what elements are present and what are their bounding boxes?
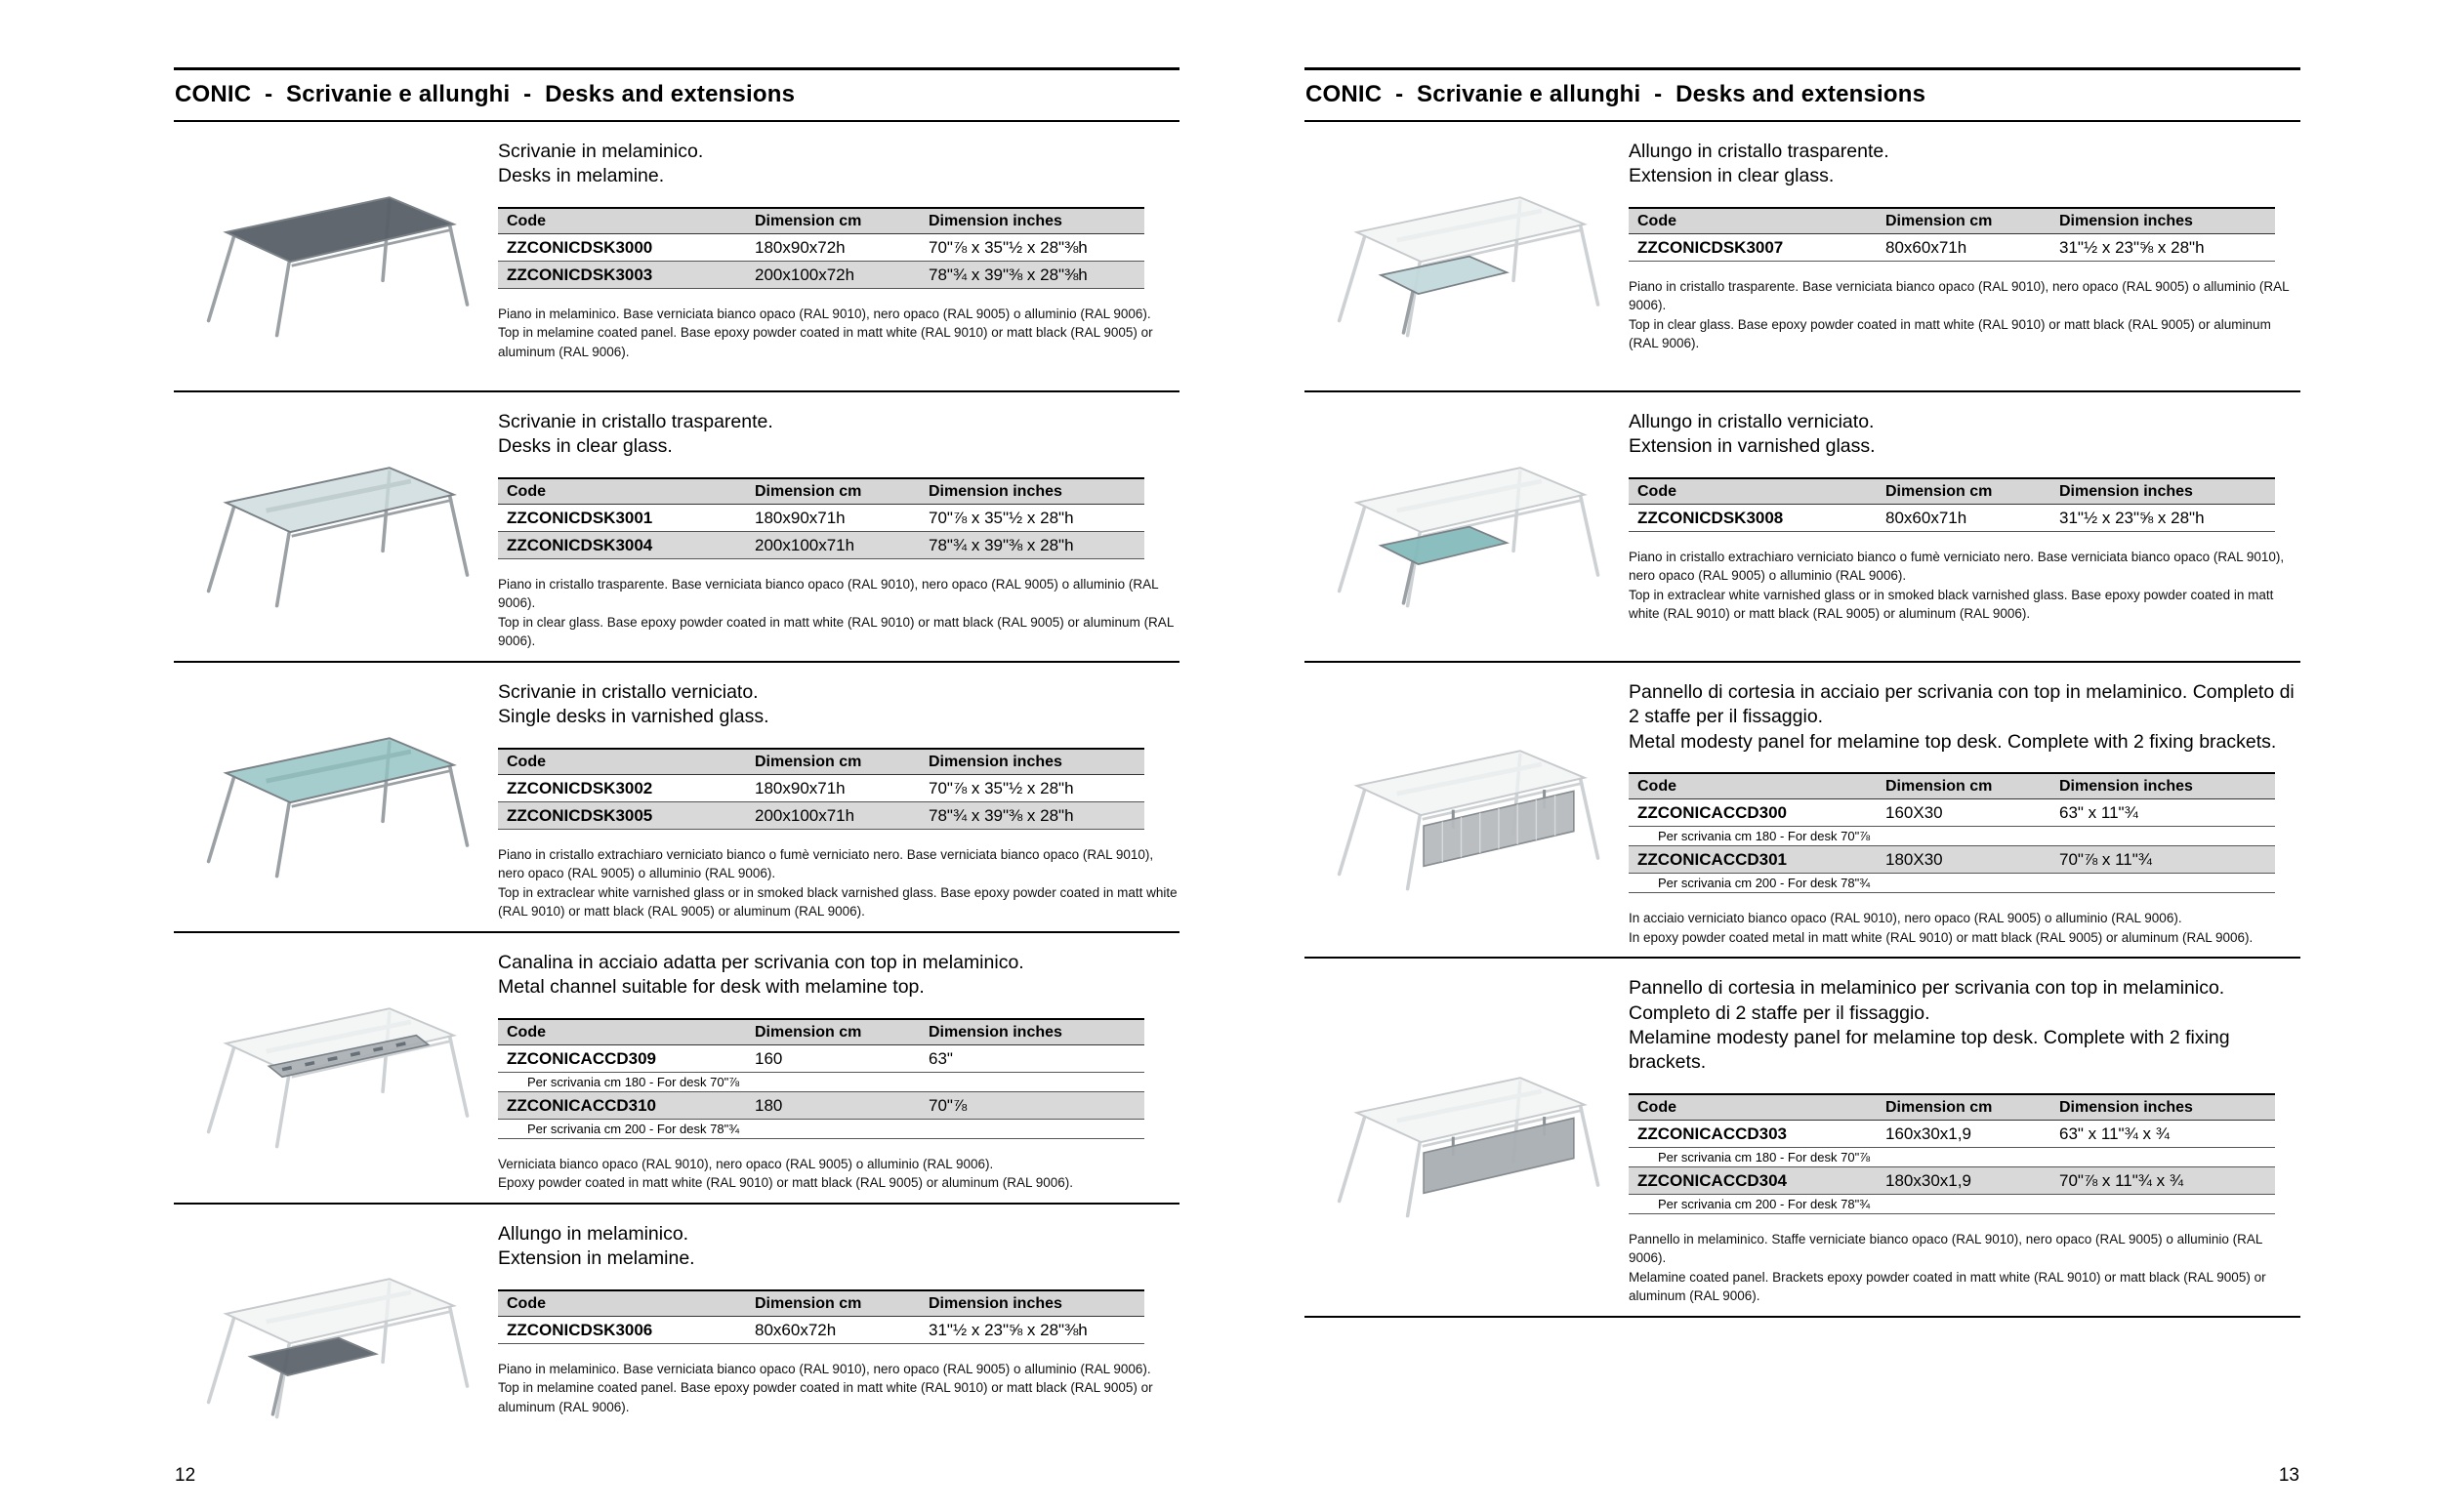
dimension-inches: 70"⅞ x 11"¾ x ¾ — [2050, 1166, 2275, 1194]
page-header-title: CONIC - Scrivanie e allunghi - Desks and extensions — [175, 81, 796, 107]
section-description — [1629, 548, 2300, 624]
table-note-row — [498, 1119, 1144, 1138]
table-header-cell: Code — [498, 1290, 746, 1317]
dimension-inches: 70"⅞ x 35"½ x 28"h — [920, 774, 1144, 801]
desk-size-note: Per scrivania cm 200 - For desk 78"¾ — [498, 1119, 1144, 1138]
table-header-cell: Dimension cm — [746, 1019, 920, 1045]
dimension-cm: 200x100x71h — [746, 801, 920, 829]
section-title-line: Allungo in melaminico. — [498, 1222, 689, 1245]
dimension-cm: 80x60x71h — [1877, 233, 2050, 261]
description-line: Piano in cristallo trasparente. Base verniciata bianco opaco (RAL 9010), nero opaco (RAL 9005) o alluminio (RAL 9006). — [1629, 278, 2290, 313]
table-note-row — [498, 1072, 1144, 1091]
section-content — [1629, 970, 2300, 1306]
description-line: In acciaio verniciato bianco opaco (RAL 9010), nero opaco (RAL 9005) o alluminio (RAL 9006). — [1629, 911, 2182, 926]
product-section — [1304, 663, 2300, 959]
description-line: Top in melamine coated panel. Base epoxy powder coated in matt white (RAL 9010) or matt black (RAL 9005) or aluminum (RAL 9006). — [498, 325, 1153, 359]
table-header-row — [1629, 208, 2275, 234]
product-code: ZZCONICDSK3002 — [498, 774, 746, 801]
section-title — [1629, 976, 2300, 1075]
table-header-cell: Dimension cm — [1877, 208, 2050, 234]
table-header-cell: Code — [1629, 1094, 1877, 1121]
dimension-inches: 31"½ x 23"⅝ x 28"h — [2050, 504, 2275, 531]
section-title-line: Desks in clear glass. — [498, 435, 673, 458]
illustration-area — [1304, 674, 1629, 947]
section-title-line: Single desks in varnished glass. — [498, 706, 769, 728]
table-header-row — [498, 1019, 1144, 1045]
product-section — [174, 933, 1179, 1205]
catalog-page-13 — [1304, 0, 2300, 1512]
section-title — [498, 1222, 1172, 1272]
desk-size-note: Per scrivania cm 180 - For desk 70"⅞ — [498, 1072, 1144, 1091]
description-line: Top in extraclear white varnished glass or in smoked black varnished glass. Base epoxy powder coated in matt white (RAL 9010) or matt black (RAL 9005) or aluminum (RAL 9006). — [498, 884, 1178, 919]
metal-channel-illustration — [188, 968, 483, 1169]
desk-size-note: Per scrivania cm 200 - For desk 78"¾ — [1629, 874, 2275, 893]
table-header-cell: Code — [498, 749, 746, 775]
dimension-cm: 200x100x71h — [746, 531, 920, 558]
table-header-cell: Code — [1629, 208, 1877, 234]
description-line: Top in clear glass. Base epoxy powder coated in matt white (RAL 9010) or matt black (RAL 9005) or aluminum (RAL 9006). — [1629, 316, 2271, 351]
melamine-desk-illustration — [188, 157, 483, 358]
table-row — [498, 1316, 1144, 1343]
description-line: Piano in melaminico. Base verniciata bianco opaco (RAL 9010), nero opaco (RAL 9005) o alluminio (RAL 9006). — [498, 306, 1151, 321]
page-number-left: 12 — [175, 1465, 196, 1486]
table-row — [1629, 846, 2275, 874]
table-row — [498, 261, 1144, 288]
product-code: ZZCONICACCD303 — [1629, 1120, 1877, 1147]
table-row — [498, 801, 1144, 829]
spec-table — [1629, 207, 2275, 262]
section-title-line: Metal channel suitable for desk with melamine top. — [498, 976, 925, 999]
table-header-cell: Dimension cm — [746, 208, 920, 234]
product-code: ZZCONICDSK3008 — [1629, 504, 1877, 531]
product-section — [174, 392, 1179, 663]
table-header-cell: Dimension inches — [2050, 1094, 2275, 1121]
table-row — [498, 531, 1144, 558]
section-title-line: Scrivanie in cristallo verniciato. — [498, 681, 759, 703]
section-description — [498, 1360, 1179, 1417]
product-code: ZZCONICDSK3003 — [498, 261, 746, 288]
table-header-cell: Dimension inches — [2050, 773, 2275, 799]
illustration-area — [174, 1216, 498, 1463]
section-title-line: Canalina in acciaio adatta per scrivania con top in melaminico. — [498, 952, 1024, 973]
section-title-line: Desks in melamine. — [498, 165, 665, 187]
table-header-row — [1629, 1094, 2275, 1121]
dimension-cm: 160x30x1,9 — [1877, 1120, 2050, 1147]
description-line: Epoxy powder coated in matt white (RAL 9010) or matt black (RAL 9005) or aluminum (RAL 9006). — [498, 1175, 1074, 1191]
table-header-row — [498, 478, 1144, 505]
product-code: ZZCONICACCD310 — [498, 1091, 746, 1119]
page-number-right: 13 — [2278, 1465, 2299, 1486]
melamine-extension-illustration — [188, 1239, 483, 1440]
illustration-area — [1304, 970, 1629, 1306]
dimension-cm: 200x100x72h — [746, 261, 920, 288]
spec-table — [498, 1018, 1144, 1139]
product-section — [1304, 392, 2300, 663]
dimension-cm: 180x90x71h — [746, 504, 920, 531]
dimension-inches: 78"¾ x 39"⅜ x 28"h — [920, 531, 1144, 558]
product-code: ZZCONICDSK3006 — [498, 1316, 746, 1343]
spec-table — [498, 477, 1144, 559]
table-header-row — [498, 1290, 1144, 1317]
dimension-cm: 80x60x72h — [746, 1316, 920, 1343]
section-title-line: Allungo in cristallo trasparente. — [1629, 141, 1889, 162]
section-title-line: Metal modesty panel for melamine top desk. Complete with 2 fixing brackets. — [1629, 730, 2277, 753]
dimension-cm: 180x30x1,9 — [1877, 1166, 2050, 1194]
illustration-area — [174, 404, 498, 651]
table-row — [498, 774, 1144, 801]
table-header-row — [1629, 478, 2275, 505]
description-line: Verniciata bianco opaco (RAL 9010), nero opaco (RAL 9005) o alluminio (RAL 9006). — [498, 1156, 994, 1171]
description-line: Top in melamine coated panel. Base epoxy powder coated in matt white (RAL 9010) or matt black (RAL 9005) or aluminum (RAL 9006). — [498, 1380, 1153, 1414]
table-note-row — [1629, 874, 2275, 893]
table-header-cell: Dimension cm — [1877, 773, 2050, 799]
table-note-row — [1629, 827, 2275, 846]
dimension-inches: 63" x 11"¾ x ¾ — [2050, 1120, 2275, 1147]
dimension-inches: 70"⅞ x 35"½ x 28"⅜h — [920, 233, 1144, 261]
product-section — [174, 122, 1179, 392]
dimension-inches: 78"¾ x 39"⅜ x 28"⅜h — [920, 261, 1144, 288]
table-row — [1629, 1166, 2275, 1194]
varnished-glass-desk-illustration — [188, 698, 483, 899]
description-line: Top in clear glass. Base epoxy powder coated in matt white (RAL 9010) or matt black (RAL 9005) or aluminum (RAL 9006). — [498, 614, 1174, 649]
varnished-glass-extension-illustration — [1319, 428, 1614, 629]
sections-container-left — [174, 122, 1179, 1473]
table-row — [1629, 504, 2275, 531]
description-line: Piano in cristallo trasparente. Base verniciata bianco opaco (RAL 9010), nero opaco (RAL 9005) o alluminio (RAL 9006). — [498, 576, 1159, 611]
dimension-cm: 180 — [746, 1091, 920, 1119]
section-content — [1629, 134, 2300, 381]
table-header-cell: Dimension inches — [920, 1019, 1144, 1045]
product-code: ZZCONICACCD309 — [498, 1044, 746, 1072]
dimension-inches: 78"¾ x 39"⅜ x 28"h — [920, 801, 1144, 829]
dimension-cm: 180x90x71h — [746, 774, 920, 801]
illustration-area — [174, 134, 498, 381]
section-description — [498, 845, 1179, 921]
desk-size-note: Per scrivania cm 180 - For desk 70"⅞ — [1629, 1147, 2275, 1166]
description-line: Pannello in melaminico. Staffe verniciate bianco opaco (RAL 9010), nero opaco (RAL 9005) o alluminio (RAL 9006). — [1629, 1231, 2262, 1266]
metal-modesty-panel-illustration — [1319, 711, 1614, 912]
section-title-line: Allungo in cristallo verniciato. — [1629, 411, 1875, 432]
description-line: Piano in cristallo extrachiaro verniciato bianco o fumè verniciato nero. Base verniciata bianco opaco (RAL 9010), nero opaco (RAL 9005) o alluminio (RAL 9006). — [498, 846, 1154, 881]
section-description — [498, 1155, 1179, 1193]
dimension-inches: 70"⅞ x 35"½ x 28"h — [920, 504, 1144, 531]
catalog-page-12 — [174, 0, 1179, 1512]
table-row — [1629, 1120, 2275, 1147]
table-header-cell: Dimension inches — [920, 1290, 1144, 1317]
product-code: ZZCONICDSK3007 — [1629, 233, 1877, 261]
desk-size-note: Per scrivania cm 200 - For desk 78"¾ — [1629, 1194, 2275, 1213]
section-title-line: Extension in clear glass. — [1629, 165, 1835, 187]
table-header-cell: Dimension inches — [920, 478, 1144, 505]
section-title-line: Scrivanie in melaminico. — [498, 141, 704, 162]
spec-table — [1629, 772, 2275, 893]
section-description — [498, 575, 1179, 651]
product-code: ZZCONICACCD301 — [1629, 846, 1877, 874]
section-content — [498, 674, 1179, 921]
spec-table — [1629, 477, 2275, 532]
description-line: Piano in cristallo extrachiaro verniciato bianco o fumè verniciato nero. Base verniciata bianco opaco (RAL 9010), nero opaco (RAL 9005) o alluminio (RAL 9006). — [1629, 549, 2285, 584]
section-content — [498, 945, 1179, 1193]
product-section — [174, 663, 1179, 933]
clear-glass-extension-illustration — [1319, 157, 1614, 358]
section-title-line: Extension in varnished glass. — [1629, 435, 1876, 458]
description-line: Top in extraclear white varnished glass or in smoked black varnished glass. Base epoxy powder coated in matt white (RAL 9010) or matt black (RAL 9005) or aluminum (RAL 9006). — [1629, 587, 2274, 622]
section-title — [498, 951, 1172, 1001]
table-row — [498, 1044, 1144, 1072]
section-title — [1629, 680, 2300, 755]
table-header-cell: Code — [498, 1019, 746, 1045]
section-description — [498, 305, 1179, 362]
product-code: ZZCONICDSK3001 — [498, 504, 746, 531]
section-title — [498, 680, 1172, 730]
illustration-area — [174, 674, 498, 921]
table-note-row — [1629, 1194, 2275, 1213]
table-header-cell: Dimension inches — [920, 749, 1144, 775]
table-header-cell: Dimension cm — [1877, 478, 2050, 505]
description-line: Piano in melaminico. Base verniciata bianco opaco (RAL 9010), nero opaco (RAL 9005) o alluminio (RAL 9006). — [498, 1361, 1151, 1376]
section-content — [498, 404, 1179, 651]
table-header-cell: Dimension inches — [2050, 478, 2275, 505]
section-content — [498, 1216, 1179, 1463]
section-title — [498, 140, 1172, 189]
table-header-cell: Code — [498, 478, 746, 505]
product-section — [174, 1205, 1179, 1473]
section-content — [498, 134, 1179, 381]
product-code: ZZCONICDSK3000 — [498, 233, 746, 261]
table-header-cell: Dimension inches — [920, 208, 1144, 234]
table-header-cell: Dimension cm — [746, 1290, 920, 1317]
product-code: ZZCONICACCD304 — [1629, 1166, 1877, 1194]
dimension-cm: 180X30 — [1877, 846, 2050, 874]
table-header-cell: Dimension cm — [746, 478, 920, 505]
section-title — [1629, 140, 2300, 189]
product-code: ZZCONICDSK3005 — [498, 801, 746, 829]
product-code: ZZCONICACCD300 — [1629, 799, 1877, 827]
melamine-modesty-panel-illustration — [1319, 1038, 1614, 1239]
dimension-cm: 180x90x72h — [746, 233, 920, 261]
clear-glass-desk-illustration — [188, 428, 483, 629]
table-header-row — [498, 208, 1144, 234]
section-title-line: Pannello di cortesia in acciaio per scrivania con top in melaminico. Completo di 2 staffe per il fissaggio. — [1629, 681, 2295, 728]
section-title — [1629, 410, 2300, 460]
section-title — [498, 410, 1172, 460]
spec-table — [1629, 1093, 2275, 1214]
section-content — [1629, 674, 2300, 947]
table-note-row — [1629, 1147, 2275, 1166]
section-title-line: Pannello di cortesia in melaminico per scrivania con top in melaminico. Completo di 2 staffe per il fissaggio. — [1629, 977, 2225, 1024]
dimension-cm: 160 — [746, 1044, 920, 1072]
table-header-row — [498, 749, 1144, 775]
spec-table — [498, 1289, 1144, 1344]
illustration-area — [1304, 404, 1629, 651]
table-header-cell: Dimension cm — [746, 749, 920, 775]
section-title-line: Extension in melamine. — [498, 1247, 695, 1270]
dimension-inches: 63" — [920, 1044, 1144, 1072]
section-description — [1629, 277, 2300, 353]
dimension-inches: 31"½ x 23"⅝ x 28"h — [2050, 233, 2275, 261]
dimension-inches: 70"⅞ x 11"¾ — [2050, 846, 2275, 874]
table-header-row — [1629, 773, 2275, 799]
dimension-inches: 31"½ x 23"⅝ x 28"⅜h — [920, 1316, 1144, 1343]
table-row — [498, 233, 1144, 261]
table-row — [1629, 233, 2275, 261]
dimension-inches: 70"⅞ — [920, 1091, 1144, 1119]
table-header-cell: Code — [498, 208, 746, 234]
desk-size-note: Per scrivania cm 180 - For desk 70"⅞ — [1629, 827, 2275, 846]
dimension-cm: 80x60x71h — [1877, 504, 2050, 531]
spec-table — [498, 748, 1144, 830]
table-row — [1629, 799, 2275, 827]
section-title-line: Scrivanie in cristallo trasparente. — [498, 411, 773, 432]
section-content — [1629, 404, 2300, 651]
illustration-area — [1304, 134, 1629, 381]
table-header-cell: Dimension cm — [1877, 1094, 2050, 1121]
table-row — [498, 504, 1144, 531]
product-code: ZZCONICDSK3004 — [498, 531, 746, 558]
table-header-cell: Dimension inches — [2050, 208, 2275, 234]
table-row — [498, 1091, 1144, 1119]
description-line: Melamine coated panel. Brackets epoxy powder coated in matt white (RAL 9010) or matt black (RAL 9005) or aluminum (RAL 9006). — [1629, 1269, 2266, 1304]
product-section — [1304, 122, 2300, 392]
section-description — [1629, 909, 2300, 947]
section-description — [1629, 1230, 2300, 1306]
dimension-cm: 160X30 — [1877, 799, 2050, 827]
table-header-cell: Code — [1629, 478, 1877, 505]
description-line: In epoxy powder coated metal in matt white (RAL 9010) or matt black (RAL 9005) or aluminum (RAL 9006). — [1629, 929, 2254, 945]
page-header-title: CONIC - Scrivanie e allunghi - Desks and extensions — [1305, 81, 1926, 107]
product-section — [1304, 959, 2300, 1318]
table-header-cell: Code — [1629, 773, 1877, 799]
spec-table — [498, 207, 1144, 289]
illustration-area — [174, 945, 498, 1193]
dimension-inches: 63" x 11"¾ — [2050, 799, 2275, 827]
section-title-line: Melamine modesty panel for melamine top desk. Complete with 2 fixing brackets. — [1629, 1026, 2230, 1074]
sections-container-right — [1304, 122, 2300, 1318]
